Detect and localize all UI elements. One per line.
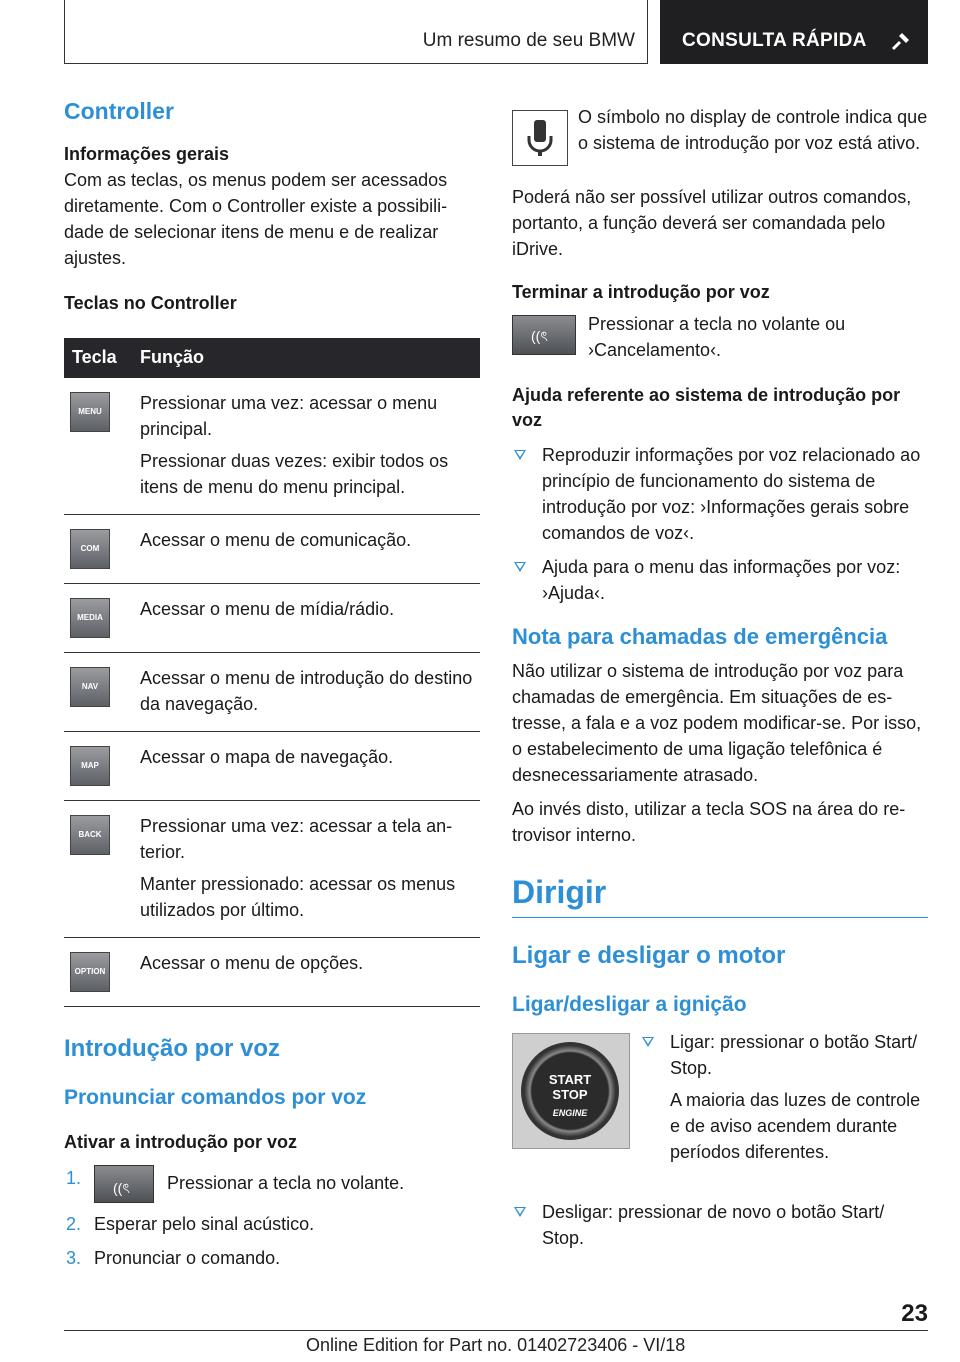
- col-header-key: Tecla: [64, 338, 132, 378]
- help-heading: Ajuda referente ao sistema de introdução por voz: [512, 385, 901, 431]
- page-footer: [64, 1330, 928, 1355]
- col-header-function: Função: [132, 338, 480, 378]
- row-text: Pressionar uma vez: acessar o menu principal.: [140, 392, 438, 439]
- list-item: 2. Esperar pelo sinal acústico.: [66, 1214, 315, 1235]
- row-text: Acessar o menu de mídia/rádio.: [140, 598, 395, 619]
- footer-text: Online Edition for Part no. 01402723406 - VI/18: [306, 1335, 686, 1355]
- ignition-list: [640, 1029, 930, 1173]
- general-text: Com as teclas, os menus podem ser acessados diretamente. Com o Controller existe a possibilidade de selecionar itens de menu e de realizar ajustes.: [64, 169, 448, 268]
- chapter-tab: [660, 0, 928, 64]
- table-row: [64, 583, 480, 652]
- list-item: Desligar: pressionar de novo o botão Start/ Stop.: [512, 1199, 928, 1251]
- table-row: [64, 378, 480, 515]
- bullet-icon: [642, 1037, 654, 1047]
- table-row: [64, 652, 480, 731]
- help-list: [512, 442, 928, 606]
- row-text: Acessar o menu de comunicação.: [140, 529, 412, 550]
- start-stop-button-image: START STOP ENGINE: [512, 1033, 630, 1149]
- mic-block: [512, 104, 928, 166]
- emergency-text-2: Ao invés disto, utilizar a tecla SOS na área do retrovisor interno.: [512, 798, 906, 845]
- nav-key-icon: NAV: [70, 667, 110, 707]
- end-heading: Terminar a introdução por voz: [512, 282, 770, 302]
- ignition-list-2: [512, 1199, 928, 1251]
- idrive-text: Poderá não ser possível utilizar outros comandos, portanto, a função deverá ser comandada pelo iDrive.: [512, 187, 912, 259]
- end-text: Pressionar a tecla no volante ou ›Cancelamento‹.: [588, 314, 846, 361]
- row-text: Acessar o menu de introdução do destino da navegação.: [140, 667, 473, 714]
- page-number: 23: [901, 1300, 928, 1327]
- emergency-text-1: Não utilizar o sistema de introdução por voz para chamadas de emergência. Em situações de estresse, a fala e a voz podem modificar-se. Por isso, o estabelecimento de uma ligação telefônica é desnecessariamente atrasado.: [512, 660, 922, 785]
- list-item: Ligar: pressionar o botão Start/ Stop. A maioria das luzes de controle e de aviso acendem durante períodos diferentes.: [640, 1029, 930, 1165]
- bullet-icon: [514, 562, 526, 572]
- quick-reference-icon: [890, 30, 912, 52]
- voice-wheel-button-icon: ((ৎ: [512, 315, 576, 355]
- row-text: Pressionar uma vez: acessar a tela anterior.: [140, 815, 453, 862]
- general-heading: Informações gerais: [64, 143, 230, 164]
- page-header: [64, 0, 928, 64]
- list-item: 3. Pronunciar o comando.: [66, 1248, 281, 1269]
- option-key-icon: OPTION: [70, 952, 110, 992]
- media-key-icon: MEDIA: [70, 598, 110, 638]
- bullet-icon: [514, 450, 526, 460]
- back-key-icon: BACK: [70, 815, 110, 855]
- emergency-title: Nota para chamadas de emergência: [512, 623, 888, 649]
- row-text: Manter pressionado: acessar os menus utilizados por último.: [140, 873, 456, 920]
- list-item: Ajuda para o menu das informações por voz: ›Ajuda‹.: [512, 554, 928, 606]
- row-text: Pressionar duas vezes: exibir todos os itens de menu do menu principal.: [140, 450, 449, 497]
- com-key-icon: COM: [70, 529, 110, 569]
- table-row: [64, 937, 480, 1006]
- left-column: [64, 98, 480, 1279]
- table-row: [64, 514, 480, 583]
- list-item: 1. ((ৎ Pressionar a tecla no volante.: [64, 1165, 480, 1203]
- controller-keys-table: [64, 338, 480, 1007]
- voice-title: Introdução por voz: [64, 1034, 280, 1062]
- ignition-title: Ligar/desligar a ignição: [512, 992, 747, 1016]
- list-item: Reproduzir informações por voz relacionado ao princípio de funcionamento do sistema de introdução por voz: ›Informações gerais sobre comandos de voz‹.: [512, 442, 928, 546]
- menu-key-icon: MENU: [70, 392, 110, 432]
- voice-wheel-button-icon: ((ৎ: [94, 1165, 154, 1203]
- voice-subtitle: Pronunciar comandos por voz: [64, 1085, 367, 1109]
- map-key-icon: MAP: [70, 746, 110, 786]
- bullet-icon: [514, 1207, 526, 1217]
- ignition-block: [512, 1029, 928, 1199]
- row-text: Acessar o mapa de navegação.: [140, 746, 394, 767]
- keys-heading: Teclas no Controller: [64, 292, 237, 313]
- microphone-icon: [512, 110, 568, 166]
- end-block: [512, 311, 928, 363]
- chapter-title: CONSULTA RÁPIDA: [682, 30, 867, 51]
- row-text: Acessar o menu de opções.: [140, 952, 364, 973]
- activate-steps: [64, 1165, 480, 1271]
- table-row: [64, 800, 480, 937]
- activate-heading: Ativar a introdução por voz: [64, 1132, 298, 1153]
- mic-text: O símbolo no display de controle indica que o sistema de introdução por voz está ativo.: [578, 107, 928, 153]
- drive-title: Dirigir: [512, 874, 928, 918]
- section-tab: [64, 0, 648, 64]
- table-row: [64, 731, 480, 800]
- section-title: Um resumo de seu BMW: [422, 30, 635, 51]
- right-column: [512, 104, 928, 1259]
- controller-title: Controller: [64, 98, 174, 124]
- engine-title: Ligar e desligar o motor: [512, 941, 786, 969]
